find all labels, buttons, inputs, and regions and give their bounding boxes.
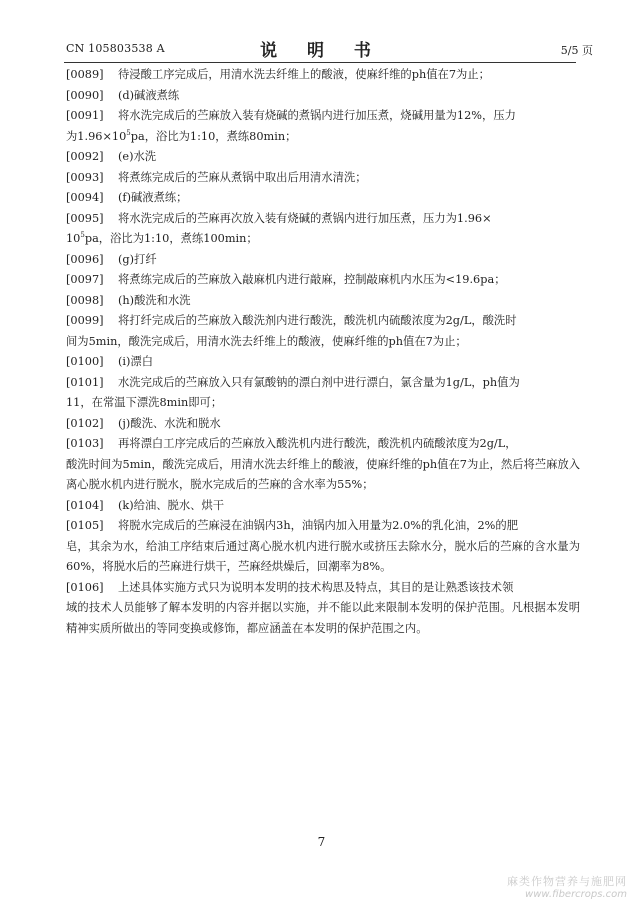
paragraph-text: 再将漂白工序完成后的苎麻放入酸洗机内进行酸洗，酸洗机内硫酸浓度为2g/L， (118, 437, 517, 450)
paragraph-number: [0100] (66, 355, 104, 368)
paragraph-0105 (66, 516, 580, 537)
paragraph-number: [0090] (66, 88, 104, 102)
paragraph-0094 (66, 188, 580, 209)
paragraph-text: (k)给油、脱水、烘干 (118, 498, 225, 512)
paragraph-0095 (66, 209, 580, 230)
watermark (507, 873, 627, 900)
paragraph-number: [0091] (66, 109, 104, 122)
page-title: 说 明 书 (260, 41, 383, 61)
paragraph-text: 将煮练完成后的苎麻放入敲麻机内进行敲麻，控制敲麻机内水压为<19.6pa； (118, 273, 506, 286)
paragraph-number: [0099] (66, 314, 104, 327)
paragraph-continuation (66, 127, 580, 148)
header-divider (64, 62, 576, 63)
paragraph-continuation (66, 229, 580, 250)
paragraph-0106 (66, 578, 580, 599)
superscript: 5 (80, 231, 85, 240)
page-info: 5/5 页 (560, 44, 593, 57)
paragraph-number: [0094] (66, 191, 104, 204)
paragraph-text: 水洗完成后的苎麻放入只有氯酸钠的漂白剂中进行漂白，氯含量为1g/L，ph值为 (118, 375, 520, 389)
paragraph-text: 上述具体实施方式只为说明本发明的技术构思及特点，其目的是让熟悉该技术领 (118, 580, 514, 594)
text-part: 为1.96×10 (66, 129, 127, 143)
paragraph-0099 (66, 311, 580, 332)
paragraph-text: 待浸酸工序完成后，用清水洗去纤维上的酸液，使麻纤维的ph值在7为止； (118, 68, 490, 81)
watermark-url: www.fibercrops.com (525, 889, 627, 900)
paragraph-number: [0092] (66, 150, 104, 163)
paragraph-text: 将煮练完成后的苎麻从煮锅中取出后用清水清洗； (118, 170, 367, 184)
paragraph-0091 (66, 106, 580, 127)
paragraph-0100 (66, 352, 580, 373)
paragraph-number: [0095] (66, 211, 104, 225)
paragraph-text: (f)碱液煮练； (118, 191, 188, 204)
paragraph-0101 (66, 373, 580, 394)
text-part: pa，浴比为1:10，煮练100min； (84, 232, 258, 245)
document-body (66, 65, 580, 639)
paragraph-text: 将水洗完成后的苎麻再次放入装有烧碱的煮锅内进行加压煮，压力为1.96× (118, 211, 492, 225)
paragraph-0102 (66, 414, 580, 435)
paragraph-text: 将脱水完成后的苎麻浸在油锅内3h，油锅内加入用量为2.0%的乳化油，2%的肥 (118, 519, 518, 532)
superscript: 5 (126, 128, 131, 137)
paragraph-number: [0105] (66, 519, 104, 532)
text-part: 10 (66, 232, 81, 245)
paragraph-0092 (66, 147, 580, 168)
paragraph-number: [0097] (66, 273, 104, 286)
page-number: 7 (317, 835, 326, 849)
paragraph-number: [0101] (66, 375, 104, 389)
paragraph-text: 将打纤完成后的苎麻放入酸洗剂内进行酸洗，酸洗机内硫酸浓度为2g/L，酸洗时 (118, 314, 517, 327)
paragraph-0090 (66, 86, 580, 107)
doc-number: CN 105803538 A (66, 42, 165, 55)
paragraph-text: (j)酸洗、水洗和脱水 (118, 416, 221, 430)
paragraph-0097 (66, 270, 580, 291)
paragraph-text: (e)水洗 (118, 150, 157, 163)
paragraph-number: [0098] (66, 293, 104, 307)
paragraph-0096 (66, 250, 580, 271)
paragraph-text: 将水洗完成后的苎麻放入装有烧碱的煮锅内进行加压煮，烧碱用量为12%，压力 (118, 109, 516, 122)
paragraph-number: [0104] (66, 498, 104, 512)
text-part: pa，浴比为1:10，煮练80min； (130, 129, 297, 143)
paragraph-continuation: 间为5min，酸洗完成后，用清水洗去纤维上的酸液，使麻纤维的ph值在7为止； (66, 334, 467, 348)
watermark-site-name: 麻类作物营养与施肥网 (507, 875, 627, 888)
paragraph-text: (d)碱液煮练 (118, 88, 180, 102)
paragraph-0103 (66, 434, 580, 455)
paragraph-number: [0102] (66, 416, 104, 430)
paragraph-number: [0093] (66, 170, 104, 184)
paragraph-number: [0089] (66, 68, 104, 81)
paragraph-text: (i)漂白 (118, 355, 154, 368)
paragraph-continuation: 酸洗时间为5min，酸洗完成后，用清水洗去纤维上的酸液，使麻纤维的ph值在7为止，然后将苎麻放入离心脱水机内进行脱水，脱水完成后的苎麻的含水率为55%； (66, 457, 580, 491)
paragraph-continuation: 皂，其余为水，给油工序结束后通过离心脱水机内进行脱水或挤压去除水分，脱水后的苎麻的含水量为60%，将脱水后的苎麻进行烘干，苎麻经烘燥后，回潮率为8%。 (66, 539, 580, 573)
paragraph-0104 (66, 496, 580, 517)
paragraph-text: (g)打纤 (118, 252, 157, 266)
paragraph-number: [0096] (66, 252, 104, 266)
paragraph-0089 (66, 65, 580, 86)
paragraph-continuation: 11，在常温下漂洗8min即可； (66, 396, 223, 409)
paragraph-number: [0106] (66, 580, 104, 594)
paragraph-continuation: 域的技术人员能够了解本发明的内容并据以实施，并不能以此来限制本发明的保护范围。凡根据本发明精神实质所做出的等同变换或修饰，都应涵盖在本发明的保护范围之内。 (66, 601, 580, 635)
paragraph-0093 (66, 168, 580, 189)
paragraph-0098 (66, 291, 580, 312)
paragraph-text: (h)酸洗和水洗 (118, 293, 191, 307)
paragraph-number: [0103] (66, 437, 104, 450)
